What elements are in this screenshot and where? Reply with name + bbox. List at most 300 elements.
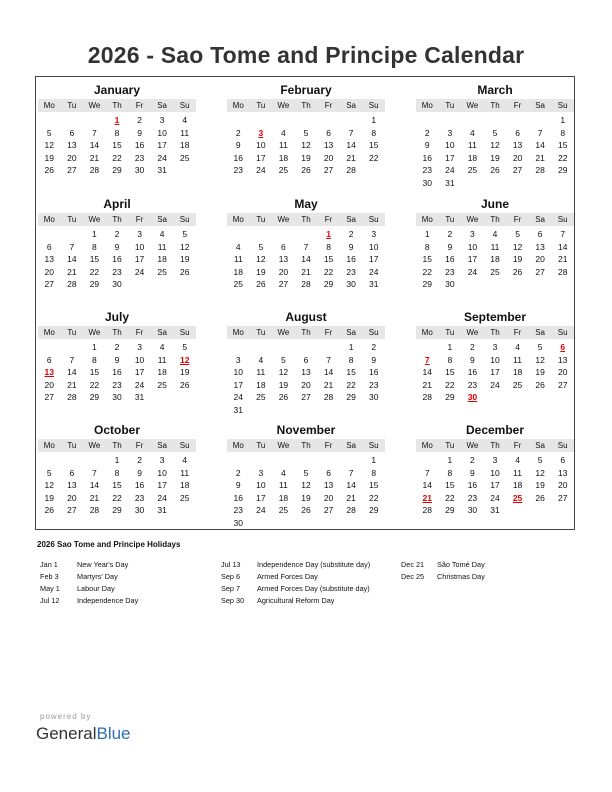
- day-cell: 30: [112, 392, 122, 402]
- weekday-label: Sa: [157, 101, 168, 110]
- day-cell: 5: [182, 342, 188, 352]
- day-cell: 13: [535, 241, 545, 252]
- weekday-label: Sa: [346, 328, 357, 337]
- month-name: June: [480, 197, 509, 211]
- weekday-label: Mo: [43, 101, 55, 110]
- day-cell: 18: [467, 152, 478, 163]
- day-cell: 16: [368, 367, 379, 377]
- weekday-label: Sa: [346, 101, 357, 110]
- day-cell: 14: [89, 140, 100, 150]
- weekday-label: Th: [301, 441, 311, 450]
- day-cell: 17: [134, 254, 145, 264]
- day-cell: 8: [371, 127, 377, 138]
- day-cell: 15: [445, 367, 455, 377]
- month-name: August: [285, 310, 327, 324]
- day-cell: 23: [233, 505, 244, 515]
- day-cell: 7: [92, 127, 97, 138]
- month-name: July: [104, 310, 129, 324]
- day-cell: 14: [67, 367, 77, 377]
- day-cell: 22: [557, 152, 568, 163]
- day-cell: 16: [445, 254, 455, 264]
- day-cell: 3: [137, 229, 142, 239]
- weekday-label: Fr: [135, 215, 144, 224]
- holiday-date: Jul 13: [221, 560, 241, 569]
- holiday-day: 25: [512, 492, 523, 503]
- holiday-name: Independence Day: [77, 596, 139, 605]
- calendar-frame: [35, 76, 575, 530]
- day-cell: 30: [134, 165, 145, 175]
- day-cell: 9: [235, 140, 241, 150]
- day-cell: 14: [557, 241, 568, 252]
- day-cell: 28: [323, 392, 334, 402]
- weekday-header: [416, 213, 574, 226]
- day-cell: 2: [470, 455, 475, 465]
- day-cell: 7: [92, 467, 97, 478]
- day-cell: 15: [346, 367, 356, 377]
- day-cell: 23: [346, 266, 356, 277]
- day-cell: 23: [368, 379, 379, 390]
- day-cell: 6: [281, 241, 286, 252]
- day-cell: 2: [137, 115, 142, 125]
- day-cell: 3: [258, 467, 264, 478]
- day-cell: 1: [560, 115, 566, 125]
- day-cell: 18: [278, 492, 289, 503]
- day-cell: 18: [179, 480, 190, 490]
- weekday-label: Sa: [157, 441, 168, 450]
- day-cell: 2: [424, 127, 430, 138]
- weekday-label: Sa: [157, 215, 168, 224]
- holiday-date: Sep 30: [221, 596, 245, 605]
- day-cell: 5: [46, 127, 52, 138]
- weekday-label: Sa: [346, 441, 357, 450]
- day-cell: 20: [323, 152, 334, 163]
- day-cell: 22: [346, 379, 356, 390]
- day-cell: 1: [371, 115, 377, 125]
- weekday-label: Mo: [43, 215, 55, 224]
- day-cell: 6: [46, 354, 52, 365]
- weekday-label: Th: [301, 215, 311, 224]
- powered-by-text: powered by: [40, 712, 92, 721]
- day-cell: 4: [159, 342, 165, 352]
- day-cell: 2: [235, 127, 241, 138]
- day-cell: 9: [470, 467, 475, 478]
- weekday-label: Mo: [421, 101, 433, 110]
- day-cell: 19: [535, 367, 545, 377]
- day-cell: 20: [44, 266, 55, 277]
- day-cell: 8: [326, 241, 331, 252]
- weekday-label: Tu: [67, 215, 77, 224]
- weekday-label: Fr: [135, 441, 144, 450]
- day-cell: 17: [134, 367, 145, 377]
- weekday-header: [416, 326, 574, 339]
- weekday-label: Mo: [421, 215, 433, 224]
- day-cell: 5: [515, 229, 520, 239]
- weekday-label: Su: [557, 441, 568, 450]
- day-cell: 18: [278, 152, 289, 163]
- day-cell: 2: [371, 342, 377, 352]
- day-cell: 23: [467, 492, 478, 503]
- day-cell: 2: [447, 229, 453, 239]
- day-cell: 16: [134, 480, 145, 490]
- weekday-label: Su: [368, 101, 379, 110]
- day-cell: 29: [445, 505, 455, 515]
- day-cell: 30: [368, 392, 379, 402]
- weekday-label: Th: [301, 101, 311, 110]
- day-cell: 10: [134, 241, 145, 252]
- day-cell: 11: [279, 480, 288, 490]
- day-cell: 7: [537, 127, 543, 138]
- day-cell: 18: [490, 254, 500, 264]
- weekday-label: Tu: [445, 101, 455, 110]
- weekday-label: Fr: [513, 215, 522, 224]
- day-cell: 5: [303, 127, 309, 138]
- day-cell: 11: [180, 467, 190, 478]
- day-cell: 26: [44, 165, 55, 175]
- day-cell: 1: [447, 342, 453, 352]
- day-cell: 19: [179, 367, 190, 377]
- day-cell: 13: [301, 367, 311, 377]
- day-cell: 27: [67, 505, 77, 515]
- weekday-label: Mo: [43, 441, 55, 450]
- day-cell: 17: [490, 480, 500, 490]
- day-cell: 26: [535, 379, 545, 390]
- day-cell: 15: [422, 254, 433, 264]
- holiday-name: Armed Forces Day (substitute day): [257, 584, 370, 593]
- day-cell: 10: [490, 467, 500, 478]
- day-cell: 15: [323, 254, 334, 264]
- day-cell: 6: [560, 455, 566, 465]
- day-cell: 30: [467, 505, 478, 515]
- day-cell: 18: [157, 254, 167, 264]
- weekday-label: Fr: [135, 328, 144, 337]
- day-cell: 27: [278, 279, 289, 289]
- holiday-date: Dec 25: [401, 572, 425, 581]
- weekday-label: Mo: [43, 328, 55, 337]
- day-cell: 17: [256, 492, 266, 503]
- weekday-header: [227, 326, 385, 339]
- day-cell: 22: [112, 152, 122, 163]
- weekday-label: We: [466, 215, 479, 224]
- weekday-label: Mo: [232, 215, 244, 224]
- day-cell: 12: [512, 241, 523, 252]
- day-cell: 17: [467, 254, 478, 264]
- day-cell: 2: [114, 342, 120, 352]
- page-title: 2026 - Sao Tome and Principe Calendar: [87, 42, 525, 68]
- day-cell: 8: [371, 467, 377, 478]
- weekday-label: Th: [490, 441, 500, 450]
- holiday-date: Jul 12: [40, 596, 60, 605]
- holiday-date: Sep 7: [221, 584, 241, 593]
- day-cell: 15: [445, 480, 455, 490]
- day-cell: 22: [445, 379, 455, 390]
- holiday-day: 30: [467, 392, 478, 402]
- day-cell: 8: [348, 354, 354, 365]
- holiday-day: 1: [326, 229, 331, 239]
- weekday-label: Th: [112, 101, 122, 110]
- day-cell: 28: [422, 392, 433, 402]
- month-name: March: [477, 83, 513, 97]
- holiday-name: São Tomé Day: [437, 560, 485, 569]
- brand-general: General: [36, 724, 97, 743]
- day-cell: 24: [490, 492, 500, 503]
- day-cell: 9: [447, 241, 453, 252]
- holiday-date: Feb 3: [40, 572, 59, 581]
- day-cell: 31: [445, 177, 455, 188]
- day-cell: 11: [157, 354, 167, 365]
- day-cell: 22: [368, 152, 379, 163]
- day-cell: 1: [92, 342, 97, 352]
- day-cell: 13: [278, 254, 289, 264]
- holiday-date: Sep 6: [221, 572, 241, 581]
- weekday-header: [227, 439, 385, 452]
- day-cell: 10: [490, 354, 500, 365]
- generalblue-logo[interactable]: [36, 724, 131, 744]
- day-cell: 12: [256, 254, 266, 264]
- day-cell: 30: [422, 177, 433, 188]
- day-cell: 10: [368, 241, 379, 252]
- day-cell: 10: [134, 354, 145, 365]
- day-cell: 23: [467, 379, 478, 390]
- day-cell: 2: [235, 467, 241, 478]
- day-cell: 21: [323, 379, 334, 390]
- day-cell: 24: [256, 165, 266, 175]
- day-cell: 5: [537, 342, 543, 352]
- day-cell: 10: [157, 467, 167, 478]
- day-cell: 1: [424, 229, 430, 239]
- weekday-label: We: [88, 101, 101, 110]
- day-cell: 26: [179, 266, 190, 277]
- day-cell: 7: [69, 354, 75, 365]
- day-cell: 16: [112, 367, 122, 377]
- day-cell: 29: [89, 392, 100, 402]
- day-cell: 21: [346, 152, 356, 163]
- day-cell: 10: [445, 140, 455, 150]
- day-cell: 4: [281, 467, 286, 478]
- weekday-label: Sa: [157, 328, 168, 337]
- day-cell: 15: [368, 140, 379, 150]
- day-cell: 19: [535, 480, 545, 490]
- holiday-name: Labour Day: [77, 584, 115, 593]
- day-cell: 11: [513, 467, 522, 478]
- day-cell: 4: [515, 455, 520, 465]
- day-cell: 16: [233, 152, 244, 163]
- weekday-label: Sa: [346, 215, 357, 224]
- day-cell: 27: [301, 392, 311, 402]
- day-cell: 14: [422, 480, 433, 490]
- day-cell: 30: [112, 279, 122, 289]
- day-cell: 23: [233, 165, 244, 175]
- weekday-label: Th: [112, 215, 122, 224]
- month-name: February: [280, 83, 332, 97]
- weekday-label: Tu: [256, 101, 266, 110]
- day-cell: 10: [256, 480, 266, 490]
- day-cell: 23: [112, 266, 122, 277]
- weekday-label: Mo: [232, 328, 244, 337]
- holiday-date: Dec 21: [401, 560, 425, 569]
- day-cell: 7: [560, 229, 566, 239]
- day-cell: 3: [492, 342, 498, 352]
- day-cell: 19: [301, 152, 311, 163]
- day-cell: 5: [258, 241, 264, 252]
- day-cell: 6: [515, 127, 520, 138]
- day-cell: 18: [512, 480, 523, 490]
- month-name: December: [465, 423, 525, 437]
- day-cell: 27: [557, 492, 568, 503]
- day-cell: 14: [323, 367, 334, 377]
- day-cell: 4: [281, 127, 286, 138]
- day-cell: 8: [447, 354, 453, 365]
- day-cell: 1: [348, 342, 354, 352]
- day-cell: 10: [157, 127, 167, 138]
- weekday-label: Mo: [232, 441, 244, 450]
- weekday-label: Sa: [535, 215, 546, 224]
- weekday-label: Fr: [324, 215, 333, 224]
- day-cell: 4: [182, 115, 188, 125]
- weekday-header: [416, 439, 574, 452]
- day-cell: 12: [179, 241, 190, 252]
- brand-blue: Blue: [96, 724, 131, 743]
- weekday-label: We: [277, 441, 290, 450]
- weekday-label: Mo: [421, 328, 433, 337]
- day-cell: 12: [44, 140, 55, 150]
- day-cell: 26: [490, 165, 500, 175]
- day-cell: 25: [179, 152, 190, 163]
- holiday-date: Jan 1: [40, 560, 58, 569]
- day-cell: 19: [278, 379, 289, 390]
- weekday-label: Sa: [535, 328, 546, 337]
- weekday-label: We: [466, 441, 479, 450]
- day-cell: 17: [445, 152, 455, 163]
- day-cell: 24: [157, 492, 167, 503]
- weekday-label: Tu: [256, 328, 266, 337]
- day-cell: 30: [346, 279, 356, 289]
- day-cell: 28: [557, 266, 568, 277]
- day-cell: 22: [89, 379, 100, 390]
- day-cell: 10: [233, 367, 244, 377]
- day-cell: 28: [67, 392, 77, 402]
- day-cell: 24: [157, 152, 167, 163]
- day-cell: 12: [301, 480, 311, 490]
- weekday-label: Tu: [256, 215, 266, 224]
- day-cell: 13: [44, 254, 55, 264]
- day-cell: 21: [89, 492, 100, 503]
- day-cell: 18: [179, 140, 190, 150]
- day-cell: 8: [447, 467, 453, 478]
- day-cell: 22: [89, 266, 100, 277]
- day-cell: 25: [278, 165, 289, 175]
- day-cell: 10: [256, 140, 266, 150]
- day-cell: 27: [323, 505, 334, 515]
- holiday-day: 6: [560, 342, 566, 352]
- weekday-label: We: [277, 215, 290, 224]
- day-cell: 7: [303, 241, 309, 252]
- day-cell: 18: [157, 367, 167, 377]
- day-cell: 9: [137, 127, 142, 138]
- weekday-label: Su: [179, 328, 190, 337]
- weekday-label: Th: [490, 215, 500, 224]
- day-cell: 27: [557, 379, 568, 390]
- weekday-label: We: [466, 328, 479, 337]
- day-cell: 30: [445, 279, 455, 289]
- weekday-label: Fr: [324, 328, 333, 337]
- day-cell: 15: [557, 140, 568, 150]
- month-name: November: [276, 423, 336, 437]
- day-cell: 13: [67, 480, 77, 490]
- day-cell: 29: [112, 165, 122, 175]
- day-cell: 15: [89, 367, 100, 377]
- day-cell: 29: [368, 505, 379, 515]
- day-cell: 25: [467, 165, 478, 175]
- weekday-label: Su: [557, 101, 568, 110]
- day-cell: 14: [67, 254, 77, 264]
- day-cell: 7: [348, 467, 354, 478]
- weekday-label: Th: [301, 328, 311, 337]
- weekday-label: Su: [179, 101, 190, 110]
- day-cell: 24: [134, 379, 145, 390]
- day-cell: 19: [301, 492, 311, 503]
- weekday-header: [38, 99, 196, 112]
- day-cell: 5: [46, 467, 52, 478]
- weekday-label: Tu: [445, 328, 455, 337]
- day-cell: 21: [346, 492, 356, 503]
- weekday-label: Tu: [67, 328, 77, 337]
- day-cell: 3: [137, 342, 142, 352]
- day-cell: 20: [67, 152, 77, 163]
- day-cell: 27: [535, 266, 545, 277]
- holiday-day: 7: [424, 354, 430, 365]
- day-cell: 18: [512, 367, 523, 377]
- day-cell: 26: [512, 266, 523, 277]
- day-cell: 8: [114, 127, 120, 138]
- day-cell: 17: [157, 140, 167, 150]
- day-cell: 11: [180, 127, 190, 138]
- weekday-label: Tu: [445, 441, 455, 450]
- day-cell: 4: [492, 229, 498, 239]
- day-cell: 21: [301, 266, 311, 277]
- day-cell: 1: [371, 455, 377, 465]
- holiday-name: Armed Forces Day: [257, 572, 318, 581]
- day-cell: 16: [467, 480, 478, 490]
- weekday-header: [227, 213, 385, 226]
- day-cell: 6: [537, 229, 543, 239]
- day-cell: 20: [44, 379, 55, 390]
- day-cell: 12: [535, 467, 545, 478]
- day-cell: 29: [445, 392, 455, 402]
- day-cell: 26: [535, 492, 545, 503]
- day-cell: 11: [279, 140, 288, 150]
- day-cell: 8: [92, 354, 97, 365]
- day-cell: 19: [490, 152, 500, 163]
- day-cell: 23: [112, 379, 122, 390]
- day-cell: 16: [233, 492, 244, 503]
- day-cell: 25: [278, 505, 289, 515]
- day-cell: 9: [235, 480, 241, 490]
- holiday-day: 12: [179, 354, 190, 365]
- day-cell: 24: [490, 379, 500, 390]
- month-name: May: [294, 197, 318, 211]
- weekday-label: Su: [368, 441, 379, 450]
- weekday-header: [416, 99, 574, 112]
- day-cell: 13: [323, 480, 334, 490]
- day-cell: 26: [301, 505, 311, 515]
- day-cell: 22: [368, 492, 379, 503]
- holiday-name: Agricultural Reform Day: [257, 596, 335, 605]
- weekday-label: Sa: [535, 441, 546, 450]
- day-cell: 11: [233, 254, 243, 264]
- day-cell: 11: [468, 140, 477, 150]
- day-cell: 15: [368, 480, 379, 490]
- day-cell: 8: [560, 127, 566, 138]
